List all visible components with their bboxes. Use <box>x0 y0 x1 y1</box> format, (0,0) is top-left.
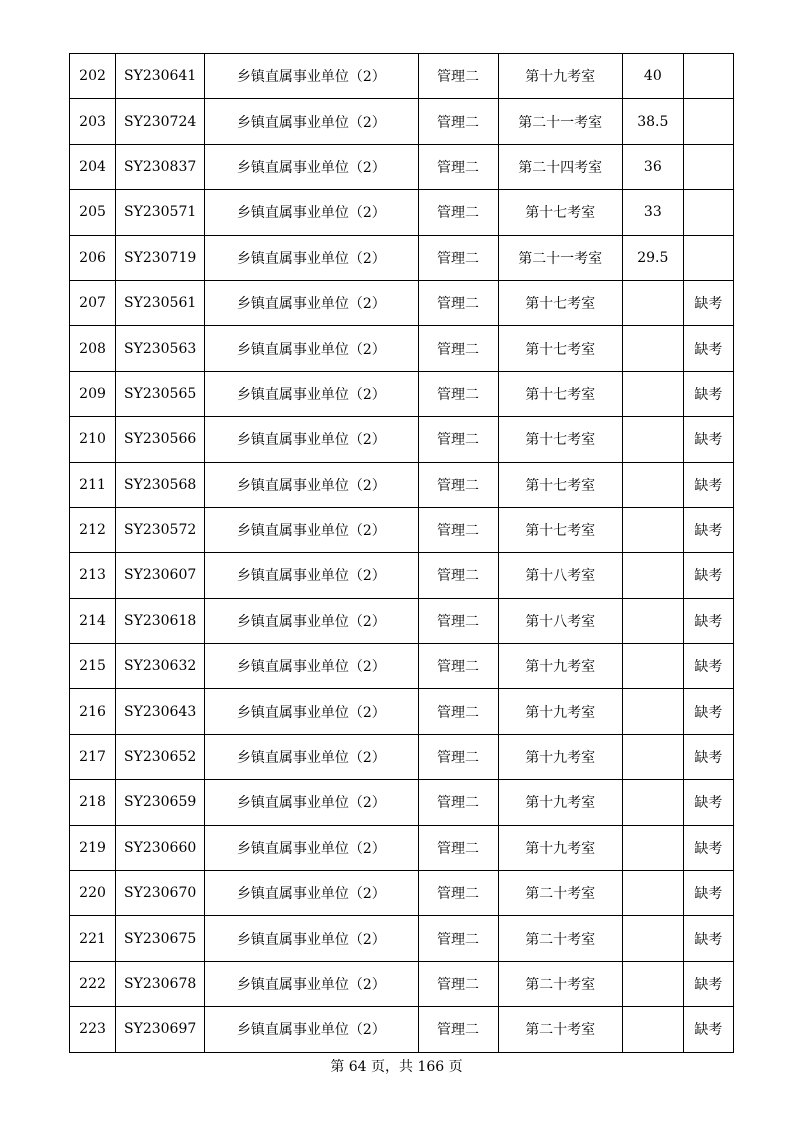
exam-id-cell: SY230641 <box>116 54 205 99</box>
remark-cell <box>683 54 733 99</box>
unit-cell: 乡镇直属事业单位（2） <box>205 780 418 825</box>
seq-cell: 210 <box>70 417 116 462</box>
remark-cell: 缺考 <box>683 644 733 689</box>
unit-cell: 乡镇直属事业单位（2） <box>205 190 418 235</box>
score-cell <box>622 689 683 734</box>
table-row <box>70 1007 734 1052</box>
remark-cell: 缺考 <box>683 1007 733 1052</box>
score-cell <box>622 371 683 416</box>
table-row <box>70 507 734 552</box>
remark-cell: 缺考 <box>683 689 733 734</box>
score-cell <box>622 553 683 598</box>
seq-cell: 213 <box>70 553 116 598</box>
table-row <box>70 598 734 643</box>
seq-cell: 208 <box>70 326 116 371</box>
exam-room-cell: 第十八考室 <box>498 598 622 643</box>
remark-cell: 缺考 <box>683 825 733 870</box>
unit-cell: 乡镇直属事业单位（2） <box>205 825 418 870</box>
position-cell: 管理二 <box>418 644 498 689</box>
score-cell <box>622 462 683 507</box>
unit-cell: 乡镇直属事业单位（2） <box>205 598 418 643</box>
position-cell: 管理二 <box>418 871 498 916</box>
exam-id-cell: SY230659 <box>116 780 205 825</box>
seq-cell: 216 <box>70 689 116 734</box>
exam-id-cell: SY230652 <box>116 734 205 779</box>
exam-id-cell: SY230719 <box>116 235 205 280</box>
exam-id-cell: SY230675 <box>116 916 205 961</box>
exam-room-cell: 第二十四考室 <box>498 144 622 189</box>
exam-id-cell: SY230724 <box>116 99 205 144</box>
remark-cell: 缺考 <box>683 280 733 325</box>
position-cell: 管理二 <box>418 99 498 144</box>
position-cell: 管理二 <box>418 144 498 189</box>
exam-room-cell: 第十九考室 <box>498 825 622 870</box>
seq-cell: 218 <box>70 780 116 825</box>
unit-cell: 乡镇直属事业单位（2） <box>205 280 418 325</box>
exam-id-cell: SY230660 <box>116 825 205 870</box>
exam-room-cell: 第二十一考室 <box>498 99 622 144</box>
position-cell: 管理二 <box>418 507 498 552</box>
seq-cell: 212 <box>70 507 116 552</box>
table-row <box>70 734 734 779</box>
score-cell <box>622 1007 683 1052</box>
seq-cell: 204 <box>70 144 116 189</box>
exam-room-cell: 第十七考室 <box>498 417 622 462</box>
score-cell: 33 <box>622 190 683 235</box>
exam-room-cell: 第二十考室 <box>498 1007 622 1052</box>
position-cell: 管理二 <box>418 326 498 371</box>
unit-cell: 乡镇直属事业单位（2） <box>205 871 418 916</box>
unit-cell: 乡镇直属事业单位（2） <box>205 734 418 779</box>
exam-room-cell: 第二十考室 <box>498 961 622 1006</box>
table-row <box>70 825 734 870</box>
unit-cell: 乡镇直属事业单位（2） <box>205 462 418 507</box>
seq-cell: 217 <box>70 734 116 779</box>
remark-cell <box>683 144 733 189</box>
position-cell: 管理二 <box>418 280 498 325</box>
score-cell <box>622 598 683 643</box>
table-row <box>70 54 734 99</box>
seq-cell: 215 <box>70 644 116 689</box>
exam-room-cell: 第二十考室 <box>498 916 622 961</box>
table-row <box>70 326 734 371</box>
exam-id-cell: SY230632 <box>116 644 205 689</box>
exam-room-cell: 第十七考室 <box>498 326 622 371</box>
seq-cell: 203 <box>70 99 116 144</box>
table-row <box>70 190 734 235</box>
remark-cell <box>683 99 733 144</box>
seq-cell: 219 <box>70 825 116 870</box>
exam-id-cell: SY230837 <box>116 144 205 189</box>
table-row <box>70 144 734 189</box>
position-cell: 管理二 <box>418 825 498 870</box>
table-row <box>70 961 734 1006</box>
remark-cell: 缺考 <box>683 553 733 598</box>
position-cell: 管理二 <box>418 916 498 961</box>
seq-cell: 214 <box>70 598 116 643</box>
remark-cell <box>683 235 733 280</box>
seq-cell: 207 <box>70 280 116 325</box>
exam-id-cell: SY230697 <box>116 1007 205 1052</box>
remark-cell: 缺考 <box>683 871 733 916</box>
seq-cell: 223 <box>70 1007 116 1052</box>
remark-cell <box>683 190 733 235</box>
table-row <box>70 417 734 462</box>
unit-cell: 乡镇直属事业单位（2） <box>205 1007 418 1052</box>
position-cell: 管理二 <box>418 598 498 643</box>
remark-cell: 缺考 <box>683 916 733 961</box>
remark-cell: 缺考 <box>683 780 733 825</box>
position-cell: 管理二 <box>418 780 498 825</box>
position-cell: 管理二 <box>418 689 498 734</box>
exam-room-cell: 第十七考室 <box>498 280 622 325</box>
score-cell <box>622 916 683 961</box>
score-cell: 40 <box>622 54 683 99</box>
table-row <box>70 871 734 916</box>
position-cell: 管理二 <box>418 417 498 462</box>
remark-cell: 缺考 <box>683 734 733 779</box>
position-cell: 管理二 <box>418 462 498 507</box>
position-cell: 管理二 <box>418 235 498 280</box>
unit-cell: 乡镇直属事业单位（2） <box>205 54 418 99</box>
exam-room-cell: 第十九考室 <box>498 644 622 689</box>
score-cell <box>622 507 683 552</box>
position-cell: 管理二 <box>418 1007 498 1052</box>
position-cell: 管理二 <box>418 553 498 598</box>
seq-cell: 206 <box>70 235 116 280</box>
position-cell: 管理二 <box>418 371 498 416</box>
exam-room-cell: 第十八考室 <box>498 553 622 598</box>
exam-id-cell: SY230607 <box>116 553 205 598</box>
exam-id-cell: SY230572 <box>116 507 205 552</box>
exam-room-cell: 第十七考室 <box>498 507 622 552</box>
position-cell: 管理二 <box>418 190 498 235</box>
seq-cell: 202 <box>70 54 116 99</box>
score-cell <box>622 961 683 1006</box>
seq-cell: 211 <box>70 462 116 507</box>
unit-cell: 乡镇直属事业单位（2） <box>205 553 418 598</box>
unit-cell: 乡镇直属事业单位（2） <box>205 507 418 552</box>
remark-cell: 缺考 <box>683 961 733 1006</box>
exam-id-cell: SY230571 <box>116 190 205 235</box>
table-row <box>70 780 734 825</box>
exam-id-cell: SY230561 <box>116 280 205 325</box>
table-row <box>70 462 734 507</box>
exam-room-cell: 第十九考室 <box>498 689 622 734</box>
remark-cell: 缺考 <box>683 507 733 552</box>
seq-cell: 220 <box>70 871 116 916</box>
unit-cell: 乡镇直属事业单位（2） <box>205 916 418 961</box>
results-table <box>69 53 734 1053</box>
score-cell <box>622 871 683 916</box>
seq-cell: 209 <box>70 371 116 416</box>
table-row <box>70 371 734 416</box>
unit-cell: 乡镇直属事业单位（2） <box>205 961 418 1006</box>
exam-room-cell: 第十七考室 <box>498 371 622 416</box>
seq-cell: 222 <box>70 961 116 1006</box>
table-row <box>70 553 734 598</box>
exam-room-cell: 第二十一考室 <box>498 235 622 280</box>
unit-cell: 乡镇直属事业单位（2） <box>205 99 418 144</box>
table-row <box>70 280 734 325</box>
exam-id-cell: SY230563 <box>116 326 205 371</box>
score-cell <box>622 734 683 779</box>
remark-cell: 缺考 <box>683 371 733 416</box>
table-row <box>70 99 734 144</box>
exam-room-cell: 第十九考室 <box>498 780 622 825</box>
remark-cell: 缺考 <box>683 417 733 462</box>
exam-id-cell: SY230618 <box>116 598 205 643</box>
unit-cell: 乡镇直属事业单位（2） <box>205 644 418 689</box>
exam-room-cell: 第十七考室 <box>498 462 622 507</box>
position-cell: 管理二 <box>418 734 498 779</box>
exam-id-cell: SY230566 <box>116 417 205 462</box>
unit-cell: 乡镇直属事业单位（2） <box>205 371 418 416</box>
unit-cell: 乡镇直属事业单位（2） <box>205 417 418 462</box>
remark-cell: 缺考 <box>683 326 733 371</box>
seq-cell: 205 <box>70 190 116 235</box>
unit-cell: 乡镇直属事业单位（2） <box>205 326 418 371</box>
exam-room-cell: 第十七考室 <box>498 190 622 235</box>
exam-room-cell: 第十九考室 <box>498 734 622 779</box>
score-cell <box>622 644 683 689</box>
score-cell: 29.5 <box>622 235 683 280</box>
exam-id-cell: SY230565 <box>116 371 205 416</box>
page-footer: 第 64 页，共 166 页 <box>330 1059 463 1075</box>
seq-cell: 221 <box>70 916 116 961</box>
position-cell: 管理二 <box>418 961 498 1006</box>
score-cell <box>622 326 683 371</box>
score-cell <box>622 780 683 825</box>
position-cell: 管理二 <box>418 54 498 99</box>
table-row <box>70 644 734 689</box>
score-cell: 36 <box>622 144 683 189</box>
table-row <box>70 916 734 961</box>
results-table-body <box>70 54 734 1053</box>
unit-cell: 乡镇直属事业单位（2） <box>205 235 418 280</box>
exam-id-cell: SY230568 <box>116 462 205 507</box>
remark-cell: 缺考 <box>683 598 733 643</box>
exam-id-cell: SY230643 <box>116 689 205 734</box>
remark-cell: 缺考 <box>683 462 733 507</box>
score-cell <box>622 825 683 870</box>
score-cell <box>622 280 683 325</box>
exam-room-cell: 第二十考室 <box>498 871 622 916</box>
score-cell: 38.5 <box>622 99 683 144</box>
table-row <box>70 235 734 280</box>
exam-room-cell: 第十九考室 <box>498 54 622 99</box>
score-cell <box>622 417 683 462</box>
unit-cell: 乡镇直属事业单位（2） <box>205 144 418 189</box>
unit-cell: 乡镇直属事业单位（2） <box>205 689 418 734</box>
exam-id-cell: SY230678 <box>116 961 205 1006</box>
exam-id-cell: SY230670 <box>116 871 205 916</box>
table-row <box>70 689 734 734</box>
